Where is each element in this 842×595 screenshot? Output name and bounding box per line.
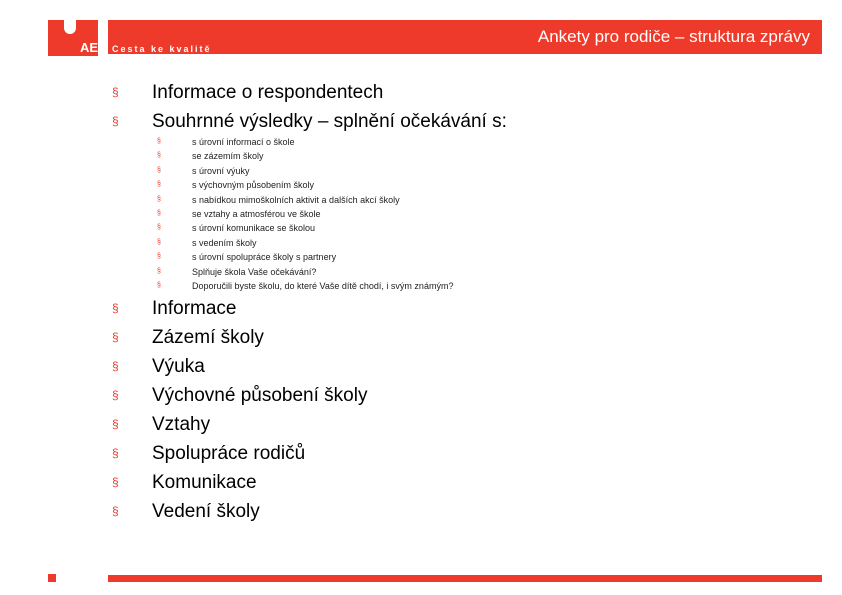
bullet-icon: § xyxy=(157,181,161,189)
list-item-text: Spolupráce rodičů xyxy=(152,443,306,464)
bullet-icon: § xyxy=(112,504,119,518)
list-item-text: Zázemí školy xyxy=(152,327,264,348)
list-item xyxy=(112,410,367,439)
topics-bullet-list xyxy=(112,294,367,526)
sub-list-item xyxy=(157,279,453,293)
bullet-icon: § xyxy=(157,138,161,145)
bullet-icon: § xyxy=(157,282,161,290)
sub-list-item-text: s úrovní výuky xyxy=(192,165,250,176)
bullet-icon: § xyxy=(157,224,161,232)
list-item xyxy=(112,294,367,323)
sub-list-item xyxy=(157,265,453,279)
bullet-icon: § xyxy=(157,210,161,218)
sub-list-item xyxy=(157,236,453,250)
sub-list-item-text: s úrovní informací o škole xyxy=(192,137,295,147)
list-item-text: Informace xyxy=(152,298,237,319)
slide-title: Ankety pro rodiče – struktura zprávy xyxy=(537,27,810,46)
bullet-icon: § xyxy=(157,253,161,261)
sub-list-item-text: s výchovným působením školy xyxy=(192,180,315,191)
sub-list-item xyxy=(157,250,453,264)
list-item-text: Informace o respondentech xyxy=(152,82,384,103)
sub-list-item xyxy=(157,135,453,149)
logo-text: AE xyxy=(80,40,99,55)
sub-list-item-text: s úrovní komunikace se školou xyxy=(192,223,316,234)
list-item xyxy=(112,323,367,352)
list-item-text: Vedení školy xyxy=(152,501,260,522)
bullet-icon: § xyxy=(112,114,119,128)
sub-list-item-text: se vztahy a atmosférou ve škole xyxy=(192,209,321,220)
list-item-text: Komunikace xyxy=(152,472,257,493)
footer-bar xyxy=(108,575,822,582)
list-item-text: Vztahy xyxy=(152,414,211,435)
list-item xyxy=(112,497,367,526)
bullet-icon: § xyxy=(112,301,119,315)
bullet-icon: § xyxy=(112,330,119,344)
sub-bullet-list xyxy=(157,135,453,293)
sub-list-item xyxy=(157,221,453,235)
list-item xyxy=(112,439,367,468)
list-item-text: Výchovné působení školy xyxy=(152,385,368,406)
bullet-icon: § xyxy=(112,388,119,402)
list-item xyxy=(112,107,507,136)
bullet-icon: § xyxy=(112,359,119,373)
sub-list-item xyxy=(157,207,453,221)
bullet-icon: § xyxy=(112,446,119,460)
top-bullet-list xyxy=(112,78,507,136)
bullet-icon: § xyxy=(112,417,119,431)
bullet-icon: § xyxy=(112,85,119,99)
sub-list-item xyxy=(157,149,453,163)
sub-list-item xyxy=(157,178,453,192)
list-item xyxy=(112,352,367,381)
sub-list-item-text: s vedením školy xyxy=(192,237,257,248)
list-item xyxy=(112,381,367,410)
list-item xyxy=(112,468,367,497)
bullet-icon: § xyxy=(157,195,161,203)
slogan: Cesta ke kvalitě xyxy=(112,44,212,54)
sub-list-item xyxy=(157,193,453,207)
footer-square xyxy=(48,574,56,582)
list-item-text: Souhrnné výsledky – splnění očekávání s: xyxy=(152,111,507,132)
sub-list-item xyxy=(157,164,453,178)
list-item-text: Výuka xyxy=(152,356,205,377)
bullet-icon: § xyxy=(112,475,119,489)
sub-list-item-text: s úrovní spolupráce školy s partnery xyxy=(192,252,337,263)
bullet-icon: § xyxy=(157,238,161,246)
sub-list-item-text: s nabídkou mimoškolních aktivit a dalších akcí školy xyxy=(192,194,400,205)
logo-mark xyxy=(64,20,76,34)
bullet-icon: § xyxy=(157,166,161,174)
list-item xyxy=(112,78,507,107)
bullet-icon: § xyxy=(157,267,161,275)
sub-list-item-text: se zázemím školy xyxy=(192,151,264,162)
sub-list-item-text: Splňuje škola Vaše očekávání? xyxy=(192,266,317,277)
sub-list-item-text: Doporučili byste školu, do které Vaše dítě chodí, i svým známým? xyxy=(192,281,454,292)
bullet-icon: § xyxy=(157,152,161,160)
